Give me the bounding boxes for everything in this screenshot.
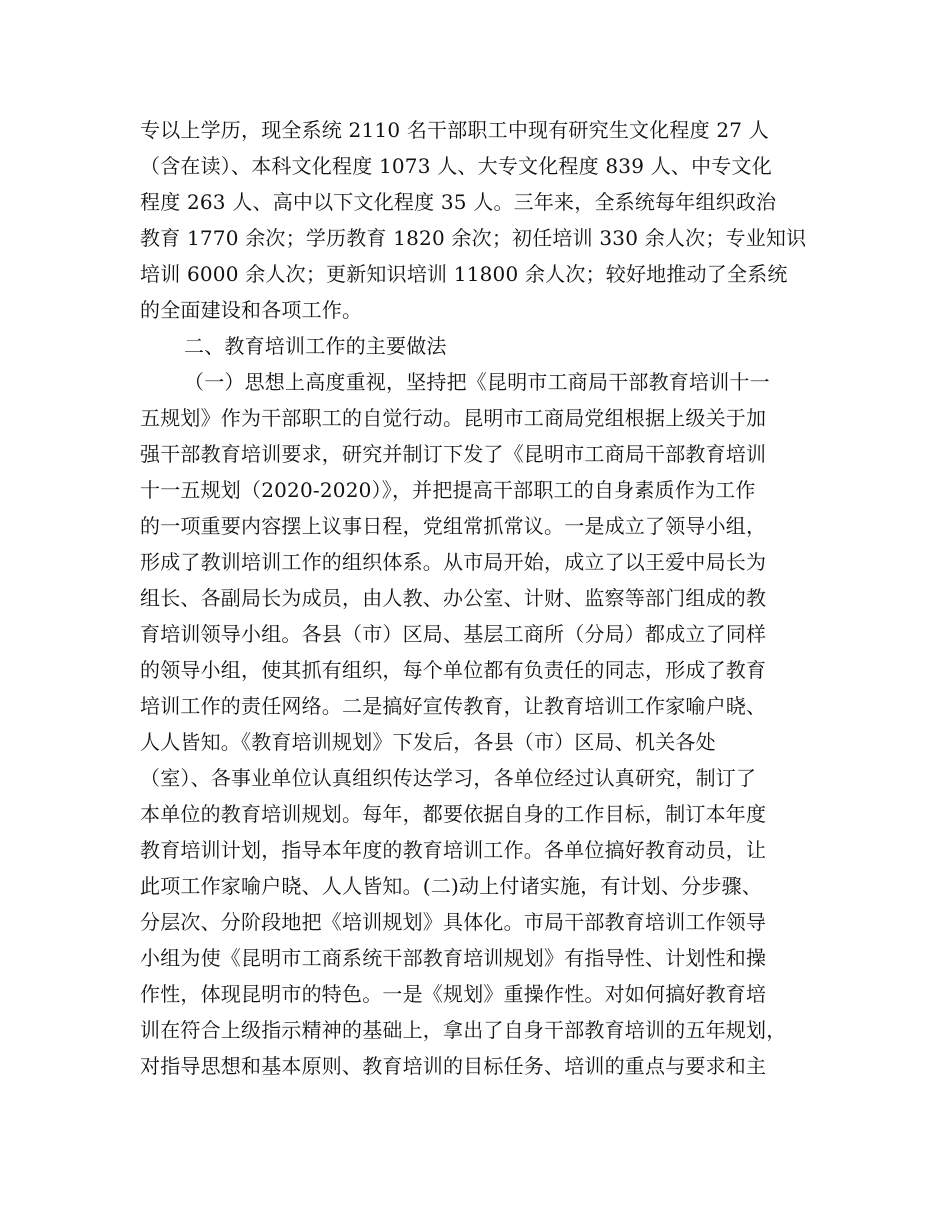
text-line: （室）、各事业单位认真组织传达学习，各单位经过认真研究，制订了 xyxy=(140,766,757,790)
section-heading: 二、教育培训工作的主要做法 xyxy=(184,334,447,358)
text-line: 教育培训计划，指导本年度的教育培训工作。各单位搞好教育动员，让 xyxy=(140,838,767,862)
text-line: （含在读）、本科文化程度 1073 人、大专文化程度 839 人、中专文化 xyxy=(140,154,772,178)
text-line: 分层次、分阶段地把《培训规划》具体化。市局干部教育培训工作领导 xyxy=(140,910,767,934)
text-line: 五规划》作为干部职工的自觉行动。昆明市工商局党组根据上级关于加 xyxy=(140,406,767,430)
text-line: 十一五规划（2020-2020）》，并把提高干部职工的自身素质作为工作 xyxy=(140,478,756,502)
text-line: 教育 1770 余次；学历教育 1820 余次；初任培训 330 余人次；专业知识 xyxy=(140,226,807,250)
text-line: 强干部教育培训要求，研究并制订下发了《昆明市工商局干部教育培训 xyxy=(140,442,767,466)
text-line: 的全面建设和各项工作。 xyxy=(140,298,363,322)
text-line: 作性，体现昆明市的特色。一是《规划》重操作性。对如何搞好教育培 xyxy=(140,982,767,1006)
paragraph-start-line: （一）思想上高度重视，坚持把《昆明市工商局干部教育培训十一 xyxy=(184,370,770,394)
text-line: 程度 263 人、高中以下文化程度 35 人。三年来，全系统每年组织政治 xyxy=(140,190,777,214)
text-line: 对指导思想和基本原则、教育培训的目标任务、培训的重点与要求和主 xyxy=(140,1054,767,1078)
text-line: 小组为使《昆明市工商系统干部教育培训规划》有指导性、计划性和操 xyxy=(140,946,767,970)
text-line: 本单位的教育培训规划。每年，都要依据自身的工作目标，制订本年度 xyxy=(140,802,767,826)
text-line: 形成了教训培训工作的组织体系。从市局开始，成立了以王爱中局长为 xyxy=(140,550,767,574)
text-line: 培训 6000 余人次；更新知识培训 11800 余人次；较好地推动了全系统 xyxy=(140,262,788,286)
text-line: 训在符合上级指示精神的基础上，拿出了自身干部教育培训的五年规划， xyxy=(140,1018,787,1042)
text-line: 的一项重要内容摆上议事日程，党组常抓常议。一是成立了领导小组， xyxy=(140,514,767,538)
text-line: 此项工作家喻户晓、人人皆知。(二)动上付诸实施，有计划、分步骤、 xyxy=(140,874,763,898)
text-line: 专以上学历，现全系统 2110 名干部职工中现有研究生文化程度 27 人 xyxy=(140,118,769,142)
text-line: 人人皆知。《教育培训规划》下发后，各县（市）区局、机关各处 xyxy=(140,730,716,754)
text-line: 育培训领导小组。各县（市）区局、基层工商所（分局）都成立了同样 xyxy=(140,622,767,646)
text-line: 组长、各副局长为成员，由人教、办公室、计财、监察等部门组成的教 xyxy=(140,586,767,610)
text-line: 的领导小组，使其抓有组织，每个单位都有负责任的同志，形成了教育 xyxy=(140,658,767,682)
document-body xyxy=(140,112,822,1084)
text-line: 培训工作的责任网络。二是搞好宣传教育，让教育培训工作家喻户晓、 xyxy=(140,694,767,718)
